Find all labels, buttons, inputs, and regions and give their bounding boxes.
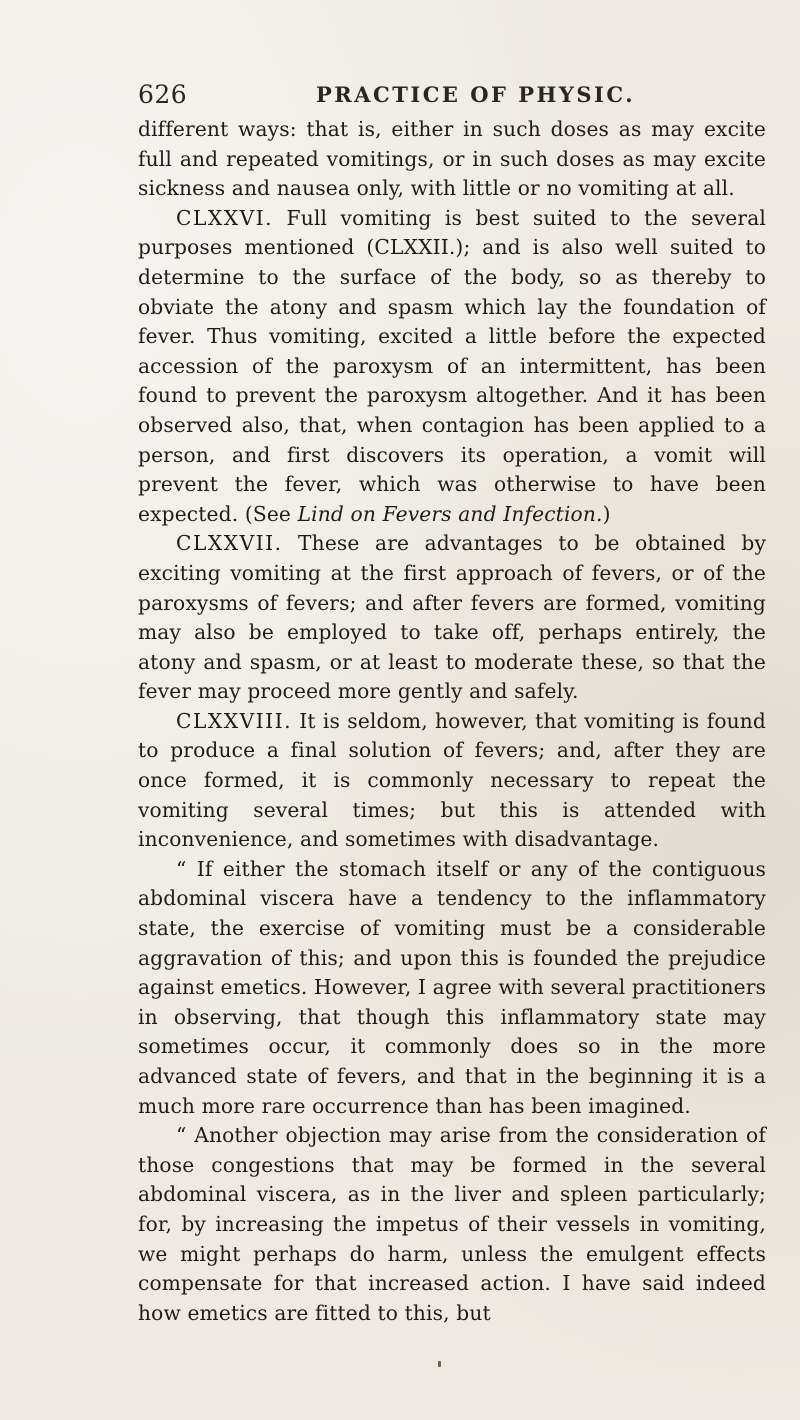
paragraph-clxxvi <box>138 204 766 530</box>
paragraph-text: “ If either the stomach itself or any of the contiguous abdominal viscera have a tendency to the inflammatory state, the exercise of vomiting must be a considerable aggravation of this; and upon this is founded the prejudice against emetics. However, I agree with several practitioners in observing, that though this inflammatory state may sometimes occur, it commonly does so in the more advanced state of fevers, and that in the beginning it is a much more rare occurrence than has been imagined. <box>138 856 767 1118</box>
paragraph-text: Full vomiting is best suited to the several purposes mentioned (CLXXII.); and is also well suited to determine to the surface of the body, so as thereby to obviate the atony and spasm which lay the foundation of fever. Thus vomiting, excited a little before the expected accession of the paroxysm of an intermittent, has been found to prevent the paroxysm altogether. And it has been observed also, that, when contagion has been applied to a person, and first discovers its operation, a vomit will prevent the fever, which was otherwise to have been expected. (See <box>138 205 766 526</box>
paragraph-text: It is seldom, however, that vomiting is found to produce a final solution of fevers; and, after they are once formed, it is commonly necessary to repeat the vomiting several times; but this is attended with inconvenience, and sometimes with disadvantage. <box>138 708 766 852</box>
running-title: PRACTICE OF PHYSIC. <box>316 82 636 107</box>
running-head <box>138 74 766 114</box>
section-number: CLXXVIII. <box>176 708 293 733</box>
paragraph-clxxvii <box>138 529 766 707</box>
paragraph-continuation <box>138 115 766 204</box>
paragraph-text: “ Another objection may arise from the consideration of those congestions that may be formed in the several abdominal viscera, as in the liver and spleen particularly; for, by increasing the impetus of their vessels in vomiting, we might perhaps do harm, unless the emulgent effects compensate for that increased action. I have said indeed how emetics are fitted to this, but <box>138 1123 766 1325</box>
section-number: CLXXVII. <box>176 531 283 556</box>
paragraph-text: These are advantages to be obtained by exciting vomiting at the first approach of fevers, or of the paroxysms of fevers; and after fevers are formed, vomiting may also be employed to take off, perhaps entirely, the atony and spasm, or at least to moderate these, so that the fever may proceed more gently and safely. <box>138 531 766 704</box>
paragraph-quote-congestions <box>138 1121 766 1328</box>
page-number: 626 <box>138 80 188 109</box>
paragraph-clxxviii <box>138 707 766 855</box>
citation-close: ) <box>602 501 611 526</box>
paragraph-text: different ways: that is, either in such doses as may excite full and repeated vomitings, or in such doses as may excite sickness and nausea only, with little or no vomiting at all. <box>138 117 766 201</box>
book-page <box>138 74 766 1328</box>
body-text <box>138 115 766 1328</box>
paragraph-quote-inflammatory <box>138 855 766 1121</box>
print-speck <box>438 1361 441 1367</box>
section-number: CLXXVI. <box>176 205 274 230</box>
citation-italic: Lind on Fevers and Infection. <box>297 501 603 526</box>
